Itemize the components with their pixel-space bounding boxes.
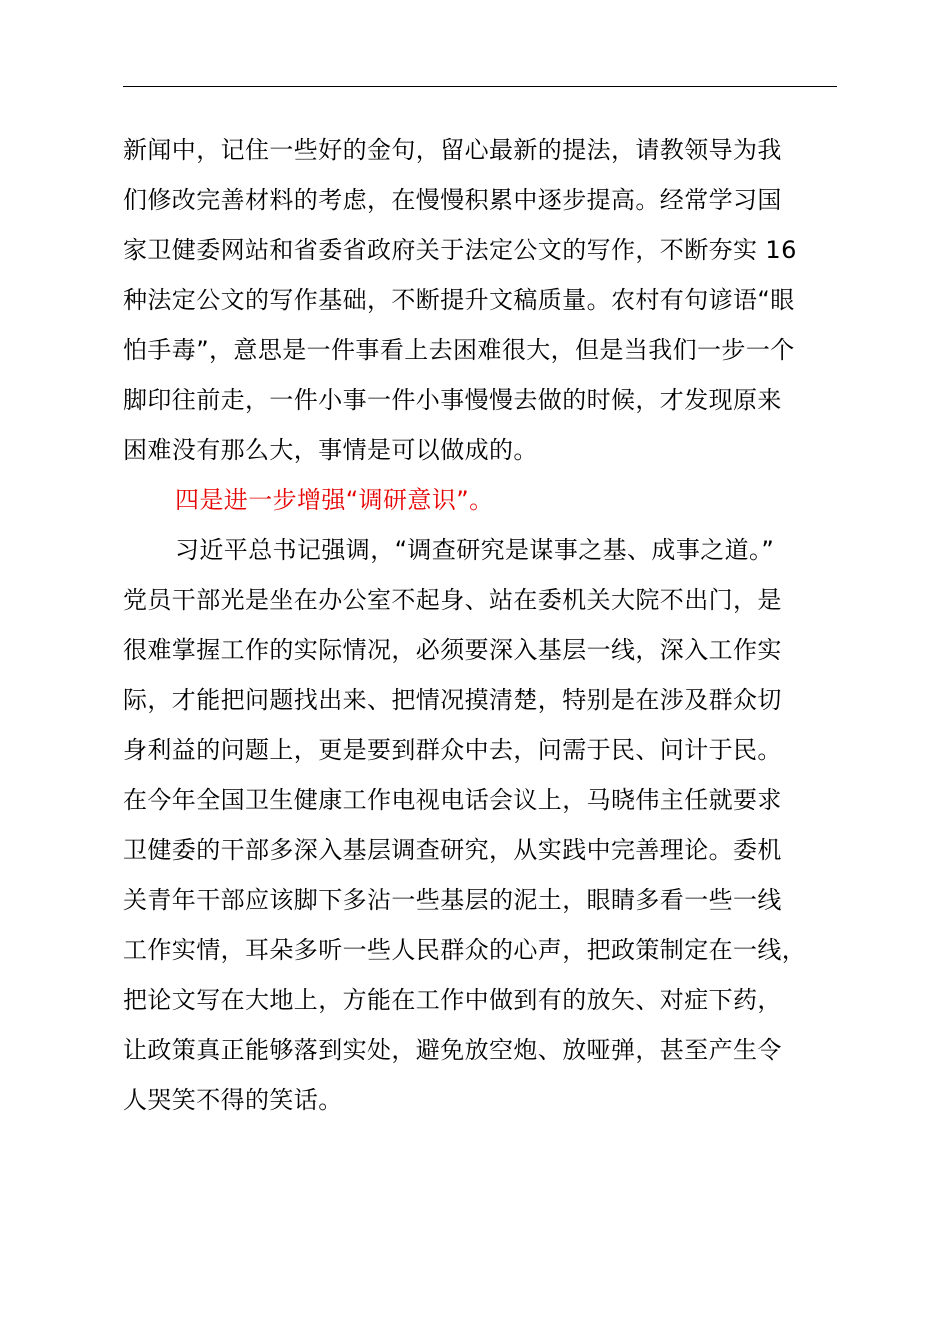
body-line-13: 身利益的问题上，更是要到群众中去，问需于民、问计于民。 [123, 736, 782, 764]
body-line-14: 在今年全国卫生健康工作电视电话会议上，马晓伟主任就要求 [123, 786, 782, 814]
body-line-4: 种法定公文的写作基础，不断提升文稿质量。农村有句谚语“眼 [123, 286, 795, 314]
body-line-18: 把论文写在大地上，方能在工作中做到有的放矢、对症下药， [123, 986, 782, 1014]
header-rule [123, 86, 837, 87]
body-line-15: 卫健委的干部多深入基层调查研究，从实践中完善理论。委机 [123, 836, 782, 864]
body-line-20: 人哭笑不得的笑话。 [123, 1086, 343, 1114]
body-line-2: 们修改完善材料的考虑，在慢慢积累中逐步提高。经常学习国 [123, 186, 782, 214]
body-line-16: 关青年干部应该脚下多沾一些基层的泥土，眼睛多看一些一线 [123, 886, 782, 914]
body-line-19: 让政策真正能够落到实处，避免放空炮、放哑弹，甚至产生令 [123, 1036, 782, 1064]
body-line-10: 党员干部光是坐在办公室不起身、站在委机关大院不出门，是 [123, 586, 782, 614]
body-line-5: 怕手毒”，意思是一件事看上去困难很大，但是当我们一步一个 [123, 336, 795, 364]
body-line-7: 困难没有那么大，事情是可以做成的。 [123, 436, 538, 464]
body-line-9: 习近平总书记强调，“调查研究是谋事之基、成事之道。” [175, 536, 775, 564]
body-line-6: 脚印往前走，一件小事一件小事慢慢去做的时候，才发现原来 [123, 386, 782, 414]
body-line-12: 际，才能把问题找出来、把情况摸清楚，特别是在涉及群众切 [123, 686, 782, 714]
section-heading: 四是进一步增强“调研意识”。 [175, 486, 494, 514]
body-line-17: 工作实情，耳朵多听一些人民群众的心声，把政策制定在一线， [123, 936, 807, 964]
body-line-11: 很难掌握工作的实际情况，必须要深入基层一线，深入工作实 [123, 636, 782, 664]
body-line-3: 家卫健委网站和省委省政府关于法定公文的写作，不断夯实 16 [123, 236, 797, 264]
body-line-1: 新闻中，记住一些好的金句，留心最新的提法，请教领导为我 [123, 136, 782, 164]
